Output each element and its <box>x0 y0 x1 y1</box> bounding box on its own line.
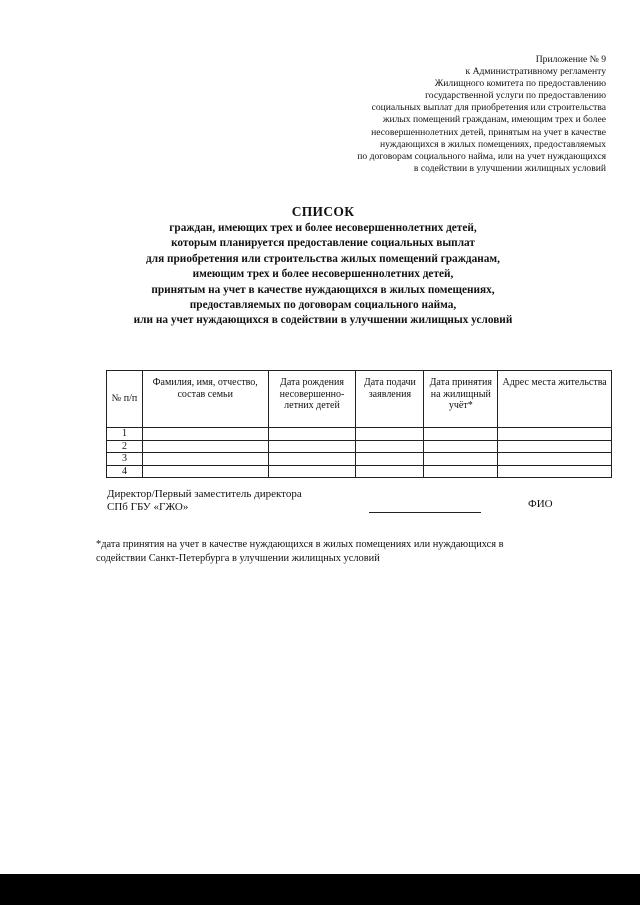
title-line: которым планируется предоставление социальных выплат <box>171 237 475 250</box>
row-number: 4 <box>107 465 143 478</box>
cell-children-birthdate <box>268 453 356 466</box>
title-line: предоставляемых по договорам социального найма, <box>189 299 457 312</box>
cell-application-date <box>356 440 424 453</box>
cell-full-name <box>142 428 268 441</box>
appendix-line: Жилищного комитета по предоставлению <box>434 78 606 90</box>
appendix-line: нуждающихся в жилых помещениях, предоставляемых <box>380 138 606 150</box>
appendix-line: несовершеннолетних детей, принятым на учет в качестве <box>371 126 606 138</box>
header-number: № п/п <box>107 371 143 428</box>
citizens-table <box>106 370 612 478</box>
document-title <box>80 204 566 329</box>
cell-full-name <box>142 453 268 466</box>
appendix-line: к Административному регламенту <box>465 66 606 78</box>
table-row <box>107 440 612 453</box>
cell-full-name <box>142 465 268 478</box>
header-application-date: Дата подачи заявления <box>356 371 424 428</box>
signature-line <box>369 512 481 513</box>
footnote-line: *дата принятия на учет в качестве нуждающихся в жилых помещениях или нуждающихся в <box>96 539 504 550</box>
signatory-fio: ФИО <box>528 498 553 510</box>
row-number: 2 <box>107 440 143 453</box>
appendix-line: в содействии в улучшении жилищных условий <box>413 162 606 174</box>
appendix-line: Приложение № 9 <box>535 54 606 65</box>
header-children-birthdate: Дата рождения несовершенно-летних детей <box>268 371 356 428</box>
cell-address <box>498 453 612 466</box>
appendix-line: социальных выплат для приобретения или строительства <box>371 102 606 114</box>
cell-address <box>498 465 612 478</box>
title-main: СПИСОК <box>291 204 355 219</box>
appendix-line: государственной услуги по предоставлению <box>425 90 606 102</box>
cell-full-name <box>142 440 268 453</box>
footnote <box>96 538 576 566</box>
title-line: для приобретения или строительства жилых помещений гражданам, <box>146 252 500 265</box>
scan-border <box>0 874 640 905</box>
appendix-header <box>286 54 606 175</box>
footnote-line: содействии Санкт-Петербурга в улучшении жилищных условий <box>96 553 380 564</box>
title-line: принятым на учет в качестве нуждающихся в жилых помещениях, <box>151 283 495 296</box>
table-row <box>107 428 612 441</box>
title-line: или на учет нуждающихся в содействии в улучшении жилищных условий <box>133 314 513 327</box>
cell-registration-date <box>424 428 498 441</box>
header-registration-date: Дата принятия на жилищный учёт* <box>424 371 498 428</box>
cell-children-birthdate <box>268 428 356 441</box>
signatory-organization: СПб ГБУ «ГЖО» <box>107 501 189 513</box>
table-header-row <box>107 371 612 428</box>
header-full-name: Фамилия, имя, отчество, состав семьи <box>142 371 268 428</box>
cell-children-birthdate <box>268 440 356 453</box>
signatory-position: Директор/Первый заместитель директора <box>107 488 302 500</box>
cell-address <box>498 440 612 453</box>
appendix-line: жилых помещений гражданам, имеющим трех и более <box>382 114 606 126</box>
cell-application-date <box>356 453 424 466</box>
row-number: 1 <box>107 428 143 441</box>
cell-registration-date <box>424 453 498 466</box>
signature-block <box>107 488 302 514</box>
header-address: Адрес места жительства <box>498 371 612 428</box>
table-row <box>107 465 612 478</box>
appendix-line: по договорам социального найма, или на учет нуждающихся <box>357 150 606 162</box>
row-number: 3 <box>107 453 143 466</box>
title-line: имеющим трех и более несовершеннолетних детей, <box>192 268 454 281</box>
title-line: граждан, имеющих трех и более несовершеннолетних детей, <box>169 222 477 234</box>
table-row <box>107 453 612 466</box>
cell-children-birthdate <box>268 465 356 478</box>
cell-registration-date <box>424 465 498 478</box>
cell-address <box>498 428 612 441</box>
cell-registration-date <box>424 440 498 453</box>
cell-application-date <box>356 428 424 441</box>
cell-application-date <box>356 465 424 478</box>
